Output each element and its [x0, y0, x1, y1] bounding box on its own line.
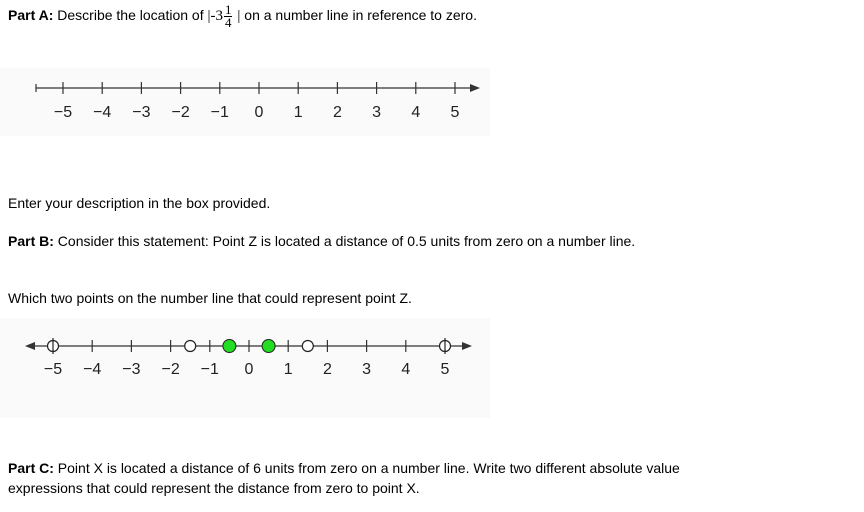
part-c-text-line-1: Point X is located a distance of 6 units from zero on a number line. Write two different absolute value: [57, 460, 680, 476]
selected-point[interactable]: [262, 340, 275, 353]
number-line-1-panel: [0, 68, 490, 136]
instruction-text: Enter your description in the box provided.: [8, 195, 271, 211]
nl1-tick-label: 4: [411, 104, 421, 121]
nl1-tick-label: −1: [210, 104, 229, 121]
part-a-expr-suffix: |: [237, 8, 241, 25]
nl2-left-arrow-icon: [25, 342, 35, 350]
nl1-tick-label: −3: [132, 104, 151, 121]
part-c-label: Part C:: [8, 460, 54, 476]
nl1-tick-label: −4: [93, 104, 112, 121]
part-c-prompt: [8, 458, 680, 498]
nl2-tick-label: 4: [401, 361, 411, 378]
part-b-text: Consider this statement: Point Z is located a distance of 0.5 units from zero on a number line.: [57, 233, 636, 249]
nl2-tick-label: 1: [283, 361, 293, 378]
part-b-question: Which two points on the number line that could represent point Z.: [8, 290, 412, 306]
open-point[interactable]: [185, 341, 196, 352]
selected-point[interactable]: [223, 340, 236, 353]
part-a-text-after: on a number line in reference to zero.: [244, 7, 477, 24]
nl1-tick-label: 1: [293, 104, 303, 121]
fraction-numerator: 1: [224, 2, 232, 17]
number-line-2[interactable]: [0, 318, 490, 418]
part-c-line-1: [8, 458, 680, 478]
nl1-tick-label: 3: [372, 104, 382, 121]
nl2-tick-label: −1: [200, 361, 219, 378]
nl1-tick-label: 2: [332, 104, 342, 121]
part-a-expr-prefix: |-3: [207, 8, 223, 25]
number-line-1: [0, 68, 490, 136]
number-line-2-panel: [0, 318, 490, 418]
nl2-tick-label: −2: [161, 361, 180, 378]
nl2-tick-label: 3: [362, 361, 372, 378]
part-a-prompt: [8, 4, 477, 29]
nl1-tick-label: 5: [450, 104, 460, 121]
nl2-tick-label: −5: [43, 361, 63, 378]
part-a-fraction: [224, 4, 233, 29]
nl2-tick-label: −3: [122, 361, 141, 378]
nl2-tick-label: −4: [83, 361, 102, 378]
open-point[interactable]: [302, 341, 313, 352]
part-c-text-line-2: expressions that could represent the distance from zero to point X.: [8, 480, 420, 496]
nl2-right-arrow-icon: [462, 342, 472, 350]
part-a-label: Part A:: [8, 7, 54, 24]
nl2-tick-label: 5: [440, 361, 450, 378]
nl2-tick-label: 2: [322, 361, 332, 378]
nl2-tick-label: 0: [244, 361, 254, 378]
nl1-tick-label: −2: [171, 104, 190, 121]
part-b-label: Part B:: [8, 233, 54, 249]
fraction-denominator: 4: [224, 15, 232, 30]
nl1-right-arrow-icon: [470, 84, 480, 92]
nl1-tick-label: −5: [53, 104, 73, 121]
part-a-text-before: Describe the location of: [57, 7, 204, 24]
part-b-prompt: [8, 233, 635, 249]
nl1-tick-label: 0: [254, 104, 264, 121]
